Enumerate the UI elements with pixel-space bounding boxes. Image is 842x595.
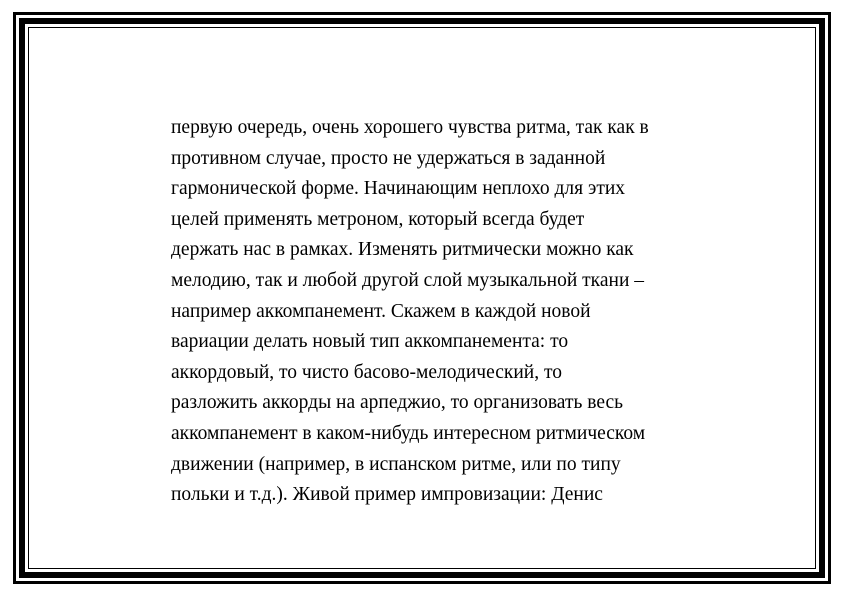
text-line: движении (например, в испанском ритме, или по типу	[171, 453, 621, 475]
text-line: польки и т.д.). Живой пример импровизации: Денис	[171, 484, 603, 506]
text-line: первую очередь, очень хорошего чувства ритма, так как в	[171, 117, 649, 138]
body-paragraph	[171, 113, 731, 511]
text-line: аккордовый, то чисто басово-мелодический, то	[171, 361, 562, 383]
text-line: целей применять метроном, который всегда будет	[171, 208, 585, 230]
text-line: разложить аккорды на арпеджио, то организовать весь	[171, 392, 624, 414]
text-line: противном случае, просто не удержаться в заданной	[171, 147, 606, 169]
text-line: мелодию, так и любой другой слой музыкальной ткани –	[171, 269, 644, 291]
text-line: например аккомпанемент. Скажем в каждой новой	[171, 300, 591, 322]
text-line: держать нас в рамках. Изменять ритмически можно как	[171, 239, 634, 261]
text-line: вариации делать новый тип аккомпанемента: то	[171, 331, 569, 353]
text-line: аккомпанемент в каком-нибудь интересном ритмическом	[171, 422, 646, 444]
text-line: гармонической форме. Начинающим неплохо для этих	[171, 178, 626, 200]
